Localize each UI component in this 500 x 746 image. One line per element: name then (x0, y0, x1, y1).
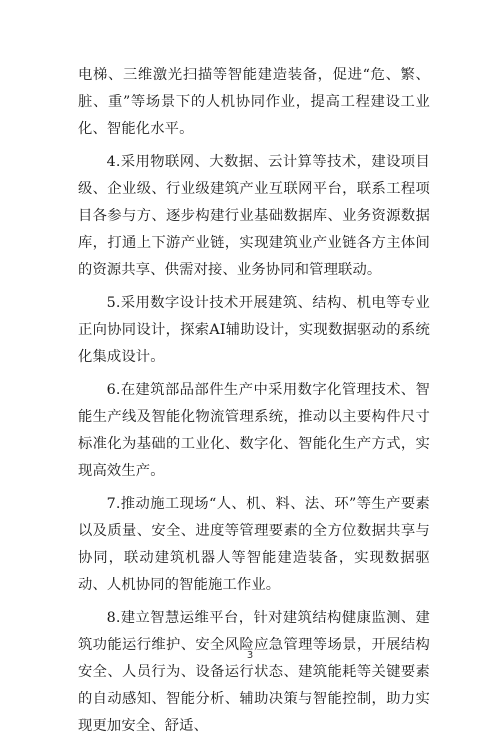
paragraph-item-4: 4.采用物联网、大数据、云计算等技术，建设项目级、企业级、行业级建筑产业互联网平台，联系工程项目各参与方、逐步构建行业基础数据库、业务资源数据库，打通上下游产业链，实现建筑业产业链各方主体间的资源共享、供需对接、业务协同和管理联动。 (78, 154, 430, 278)
paragraph-continuation: 电梯、三维激光扫描等智能建造装备，促进“危、繁、脏、重”等场景下的人机协同作业，提高工程建设工业化、智能化水平。 (78, 67, 430, 137)
document-body (78, 62, 430, 746)
paragraph-item-5: 5.采用数字设计技术开展建筑、结构、机电等专业正向协同设计，探索AI辅助设计，实现数据驱动的系统化集成设计。 (78, 295, 430, 365)
page-number: 3 (246, 650, 254, 661)
paragraph-item-8: 8.建立智慧运维平台，针对建筑结构健康监测、建筑功能运行维护、安全风险应急管理等场景，开展结构安全、人员行为、设备运行状态、建筑能耗等关键要素的自动感知、智能分析、辅助决策与智能控制，助力实现更加安全、舒适、 (78, 610, 430, 734)
paragraph-item-6: 6.在建筑部品部件生产中采用数字化管理技术、智能生产线及智能化物流管理系统，推动以主要构件尺寸标准化为基础的工业化、数字化、智能化生产方式，实现高效生产。 (78, 382, 430, 479)
paragraph-item-7: 7.推动施工现场“人、机、料、法、环”等生产要素以及质量、安全、进度等管理要素的全方位数据共享与协同，联动建筑机器人等智能建造装备，实现数据驱动、人机协同的智能施工作业。 (78, 496, 430, 593)
